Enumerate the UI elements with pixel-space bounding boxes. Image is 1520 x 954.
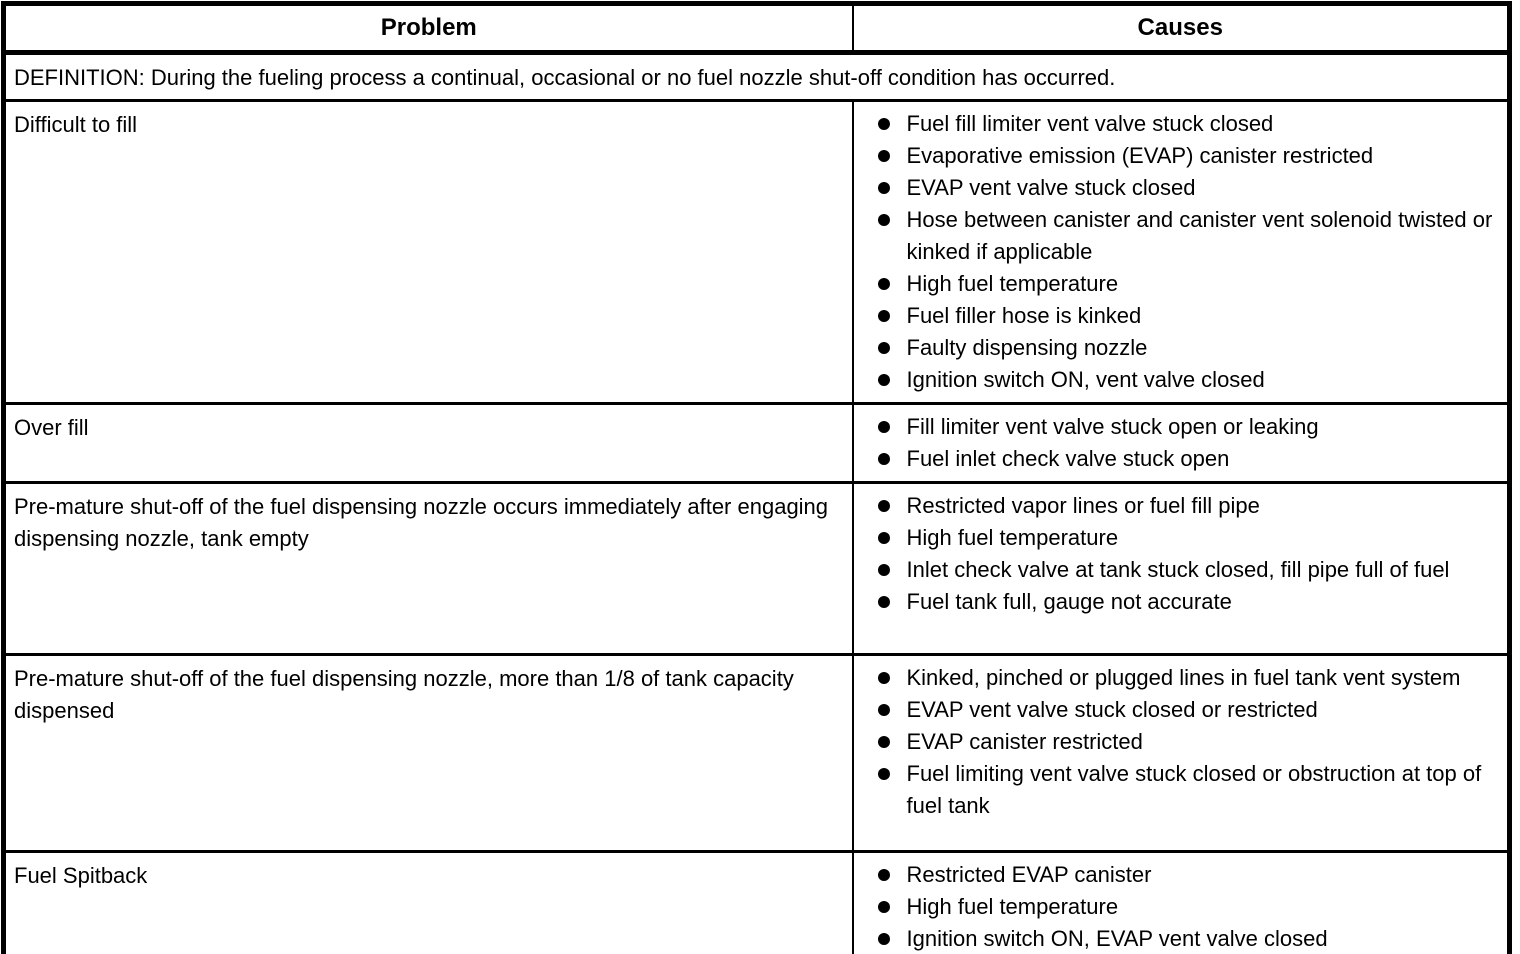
causes-cell [853,655,1510,852]
cause-item [854,268,1500,300]
cause-item [854,923,1500,954]
bullet-icon [878,500,890,512]
problem-cell: Difficult to fill [4,101,853,404]
cause-item [854,332,1500,364]
cause-item [854,522,1500,554]
cause-text: EVAP vent valve stuck closed [906,175,1196,200]
cause-text: Restricted vapor lines or fuel fill pipe [906,493,1260,518]
cause-text: EVAP canister restricted [906,729,1143,754]
problem-cell: Fuel Spitback [4,852,853,954]
cause-item [854,140,1500,172]
causes-cell [853,101,1510,404]
cause-text: Fuel fill limiter vent valve stuck closed [906,111,1274,136]
table-body [4,101,1510,954]
cause-text: High fuel temperature [906,894,1119,919]
cause-text: Kinked, pinched or plugged lines in fuel tank vent system [906,665,1461,690]
bullet-icon [878,310,890,322]
bullet-icon [878,564,890,576]
bullet-icon [878,421,890,433]
cause-item [854,411,1500,443]
table-row [4,852,1510,954]
bullet-icon [878,214,890,226]
cause-text: Fill limiter vent valve stuck open or leaking [906,414,1319,439]
cause-item [854,300,1500,332]
bullet-icon [878,704,890,716]
definition-row [4,53,1510,101]
causes-list [854,859,1500,954]
bullet-icon [878,532,890,544]
bullet-icon [878,672,890,684]
cause-text: Ignition switch ON, EVAP vent valve closed [906,926,1328,951]
causes-list [854,662,1500,822]
cause-item [854,172,1500,204]
cause-item [854,108,1500,140]
problem-cell: Over fill [4,404,853,483]
bullet-icon [878,869,890,881]
cause-item [854,364,1500,396]
header-row [4,4,1510,53]
cause-item [854,662,1500,694]
table-header [4,4,1510,53]
cause-item [854,204,1500,268]
cause-text: High fuel temperature [906,271,1119,296]
cause-item [854,859,1500,891]
cause-text: Inlet check valve at tank stuck closed, fill pipe full of fuel [906,557,1450,582]
causes-list [854,108,1500,396]
bullet-icon [878,736,890,748]
cause-item [854,891,1500,923]
causes-cell [853,483,1510,655]
cause-text: EVAP vent valve stuck closed or restricted [906,697,1318,722]
bullet-icon [878,596,890,608]
cause-text: Restricted EVAP canister [906,862,1152,887]
bullet-icon [878,150,890,162]
bullet-icon [878,182,890,194]
cause-text: Ignition switch ON, vent valve closed [906,367,1265,392]
table-row [4,483,1510,655]
cause-item [854,694,1500,726]
causes-column-header: Causes [853,4,1510,53]
cause-item [854,490,1500,522]
table-row [4,101,1510,404]
definition-text: DEFINITION: During the fueling process a continual, occasional or no fuel nozzle shut-off condition has occurred. [4,53,1510,101]
problem-cell: Pre-mature shut-off of the fuel dispensing nozzle occurs immediately after engaging dispensing nozzle, tank empty [4,483,853,655]
problem-cell: Pre-mature shut-off of the fuel dispensing nozzle, more than 1/8 of tank capacity dispensed [4,655,853,852]
table-row [4,655,1510,852]
cause-item [854,443,1500,475]
bullet-icon [878,374,890,386]
cause-text: Fuel limiting vent valve stuck closed or obstruction at top of fuel tank [906,761,1482,818]
bullet-icon [878,453,890,465]
cause-item [854,586,1500,618]
troubleshooting-table [1,1,1512,954]
cause-item [854,758,1500,822]
cause-text: Fuel tank full, gauge not accurate [906,589,1232,614]
cause-text: Hose between canister and canister vent solenoid twisted or kinked if applicable [906,207,1493,264]
cause-text: Evaporative emission (EVAP) canister restricted [906,143,1374,168]
problem-column-header: Problem [4,4,853,53]
causes-list [854,490,1500,618]
cause-text: Fuel filler hose is kinked [906,303,1142,328]
bullet-icon [878,118,890,130]
table-row [4,404,1510,483]
bullet-icon [878,278,890,290]
cause-item [854,554,1500,586]
causes-list [854,411,1500,475]
bullet-icon [878,901,890,913]
cause-text: Faulty dispensing nozzle [906,335,1148,360]
cause-text: Fuel inlet check valve stuck open [906,446,1230,471]
cause-text: High fuel temperature [906,525,1119,550]
bullet-icon [878,342,890,354]
causes-cell [853,404,1510,483]
cause-item [854,726,1500,758]
causes-cell [853,852,1510,954]
bullet-icon [878,933,890,945]
bullet-icon [878,768,890,780]
